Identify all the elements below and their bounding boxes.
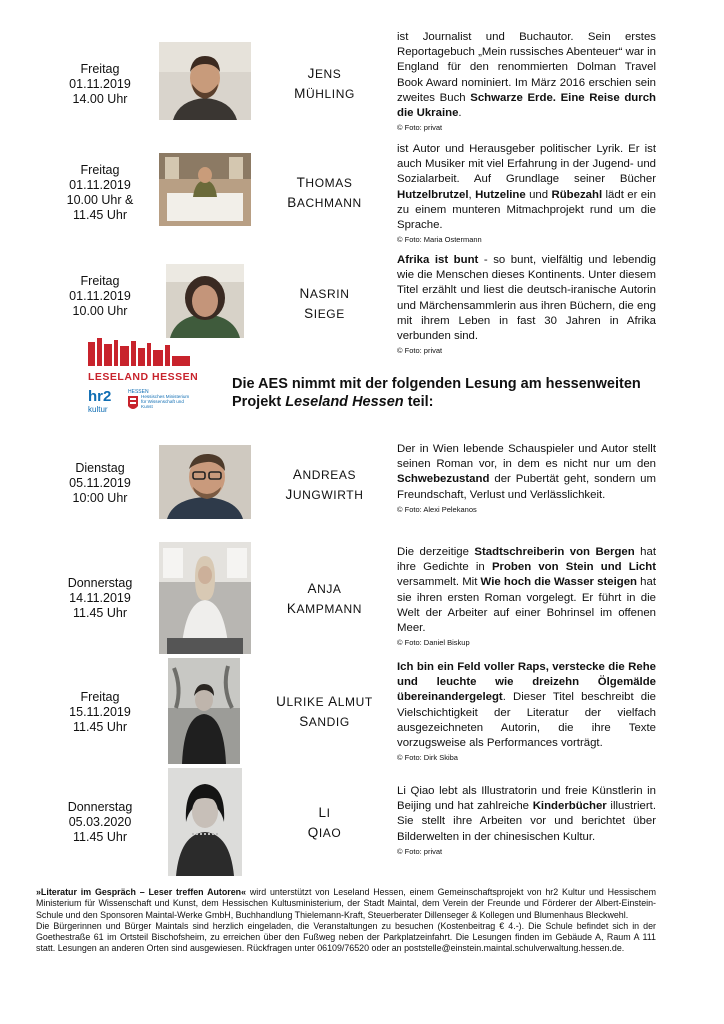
desc-text: Li Qiao lebt als Illustratorin und freie Künstlerin in Beijing und hat zahlreiche (397, 785, 656, 813)
desc-text: . Dieser Titel beschreibt die Vielschichtigkeit der Literatur der vielfach ausgezeichneten Autorin, die ihre Texte vorzugsweise als Performances vorträgt. (397, 691, 656, 750)
book-title: Hutzeline (475, 188, 526, 201)
hessen-label: HESSEN (128, 389, 149, 395)
author-photo-siege (166, 264, 244, 338)
announcement-prefix: Projekt (232, 394, 286, 410)
event-time: 10:00 Uhr (72, 491, 128, 505)
author-name-5 (262, 692, 387, 732)
event-date: 15.11.2019 (69, 705, 131, 719)
event-day: Donnerstag (67, 800, 133, 814)
author-first-name: ANJA (307, 581, 342, 596)
book-title: Proben von Stein und Licht (491, 561, 656, 574)
event-time: 11.45 Uhr (73, 830, 127, 844)
project-name: Leseland Hessen (285, 394, 404, 410)
book-title: Kinderbücher (532, 800, 607, 813)
author-name-2 (262, 284, 387, 324)
photo-credit: © Foto: privat (397, 846, 443, 856)
desc-text: . (458, 107, 462, 120)
event-day: Freitag (80, 690, 120, 704)
event-date: 05.11.2019 (69, 476, 131, 490)
photo-credit: © Foto: privat (397, 123, 443, 133)
author-name-6 (262, 803, 387, 843)
photo-credit: © Foto: Dirk Skiba (397, 753, 458, 763)
event-time: 14.00 Uhr (72, 92, 128, 106)
author-first-name: JENS (307, 66, 342, 81)
event-date: 05.03.2020 (68, 815, 132, 829)
author-first-name: NASRIN (299, 286, 350, 301)
event-description-0 (397, 30, 656, 133)
event-date-3 (40, 461, 160, 506)
author-photo-jungwirth (159, 445, 251, 519)
desc-text: ist Journalist und Buchautor. Sein erstes Reportagebuch „Mein russisches Abenteuer“ war in England für den renommierten Dolman Travel Book Award nominiert. Im März 2016 erschien sein zweites Buch (397, 31, 656, 104)
event-date: 01.11.2019 (69, 289, 131, 303)
sponsor-text: wird unterstützt von Leseland Hessen, einem Gemeinschaftsprojekt von hr2 Kultur und Hessischem Ministerium für Wissenschaft und Kunst, dem Hessischen Kultusministerium, der Stadt Maintal, dem Verein der Freunde und Förderer der Albert-Einstein-Schule und den Sponsoren Maintal-Werke GmbH, Buchhandlung Thielemann-Kraft, Steuerberater Dillenseger & Kollegen und Blumenhaus Bleckwehl. (36, 887, 656, 920)
book-title: Wie hoch die Wasser steigen (480, 576, 638, 589)
visitor-info: Die Bürgerinnen und Bürger Maintals sind herzlich eingeladen, die Veranstaltungen zu besuchen (Kostenbeitrag € 4.-). Die Schule befindet sich in der Goethestraße 61 im Ortsteil Bischofsheim, zu erreichen über den Fußweg neben der Parkplatzeinfahrt. Die Lesungen finden im Gebäude A, Raum A 111 statt. Lesungen an anderen Orten sind ausgewiesen. Rückfragen unter 06109/76520 oder an poststelle@einstein.maintal.schulverwaltung.hessen.de. (36, 920, 656, 954)
event-description-2 (397, 253, 656, 356)
photo-credit: © Foto: Maria Ostermann (397, 235, 482, 245)
desc-text: Der in Wien lebende Schauspieler und Autor stellt seinen Roman vor, in dem es nicht nur um den (397, 443, 656, 471)
hr2-logo: hr2 (88, 388, 112, 405)
author-last-name: JUNGWIRTH (285, 487, 364, 502)
photo-credit: © Foto: privat (397, 346, 443, 356)
desc-text: hat sie ihren ersten Roman vorgelegt. Er führt in die Welt der Arbeiter auf einer Bohrinsel im offenen Meer. (397, 576, 657, 635)
event-description-1 (397, 142, 656, 245)
series-title: »Literatur im Gespräch – Leser treffen Autoren« (36, 887, 247, 897)
event-time: 11.45 Uhr (73, 606, 127, 620)
event-date: 14.11.2019 (69, 591, 131, 605)
photo-credit: © Foto: Daniel Biskup (397, 638, 470, 648)
book-title: Stadtschreiberin von Bergen (474, 546, 635, 558)
desc-text: - so bunt, vielfältig und lebendig wie die Menschen dieses Kontinents. Unter diesem Titel erzählt und liest die deutsch-iranische Autorin und Märchensammlerin aus ihren Büchern, die eng mit ihrem Leben in fast 30 Jahren in Afrika verbunden sind. (397, 254, 657, 343)
event-day: Dienstag (75, 461, 125, 475)
event-date: 01.11.2019 (69, 77, 131, 91)
author-last-name: MÜHLING (294, 86, 355, 101)
author-name-1 (262, 173, 387, 213)
author-name-4 (262, 579, 387, 619)
event-day: Freitag (80, 274, 120, 288)
desc-text: illustriert. Sie stellt ihre Arbeiten vor und berichtet über Bilderwelten in der chinesischen Kultur. (397, 800, 656, 843)
author-photo-kampmann (159, 542, 251, 654)
event-description-5 (397, 660, 656, 763)
event-time: 10.00 Uhr (72, 304, 128, 318)
author-photo-bachmann (159, 153, 251, 226)
event-date: 01.11.2019 (69, 178, 131, 192)
author-last-name: SIEGE (304, 306, 345, 321)
desc-text: und (525, 188, 552, 201)
sponsor-paragraph (36, 887, 656, 921)
author-photo-sandig (168, 658, 240, 764)
author-first-name: ULRIKE ALMUT (276, 694, 373, 709)
event-day: Freitag (80, 62, 120, 76)
hr2-kultur: kultur (88, 405, 108, 414)
book-title: Schwebezustand (397, 473, 490, 486)
book-title: Hutzelbrutzel (397, 188, 469, 201)
book-title: Rübezahl (551, 188, 603, 201)
photo-credit: © Foto: Alexi Pelekanos (397, 504, 477, 514)
logo-title: LESELAND HESSEN (88, 371, 199, 383)
author-last-name: QIAO (307, 825, 342, 840)
project-announcement (232, 375, 662, 411)
event-day: Freitag (80, 163, 120, 177)
book-title: Afrika ist bunt (397, 254, 479, 266)
event-date-5 (40, 690, 160, 735)
leseland-hessen-logo (88, 338, 208, 428)
event-date-6 (40, 800, 160, 845)
announcement-suffix: teil: (403, 394, 434, 410)
desc-text: ist Autor und Herausgeber politischer Lyrik. Er ist auch Musiker mit viel Erfahrung in der Jugend- und Sozialarbeit. Auf Grundlage seiner Bücher (397, 143, 656, 186)
author-name-0 (262, 64, 387, 104)
event-description-6 (397, 784, 656, 857)
author-photo-muehling (159, 42, 251, 120)
event-time-2: 11.45 Uhr (73, 208, 127, 222)
hessen-crest-icon (128, 396, 138, 409)
event-date-1 (40, 163, 160, 223)
author-last-name: BACHMANN (287, 195, 362, 210)
event-date-0 (40, 62, 160, 107)
author-first-name: LI (318, 805, 331, 820)
desc-text: Die derzeitige (397, 546, 475, 558)
event-time: 11.45 Uhr (73, 720, 127, 734)
desc-text: lädt er ein zu einem munteren Mitmachprojekt rund um die Sprache. (397, 188, 656, 232)
desc-text: der Pubertät geht, sondern um Freundschaft, Verlust und Verlässlichkeit. (397, 473, 656, 501)
desc-text: , (468, 188, 476, 201)
book-title: Ich bin ein Feld voller Raps, verstecke die Rehe und leuchte wie dreizehn Ölgemälde übereinandergelegt (397, 661, 656, 704)
event-description-4 (397, 545, 656, 648)
event-date-2 (40, 274, 160, 319)
author-last-name: SANDIG (299, 714, 350, 729)
author-first-name: THOMAS (296, 175, 353, 190)
book-title: Schwarze Erde. Eine Reise durch die Ukraine (397, 91, 656, 120)
announcement-line1: Die AES nimmt mit der folgenden Lesung am hessenweiten (232, 376, 641, 392)
event-description-3 (397, 442, 656, 515)
desc-text: hat ihre Gedichte in (397, 546, 656, 574)
desc-text: versammelt. Mit (397, 576, 481, 589)
footer-notes (36, 887, 656, 955)
event-time: 10.00 Uhr & (66, 193, 134, 207)
author-first-name: ANDREAS (292, 467, 357, 482)
event-day: Donnerstag (67, 576, 133, 590)
event-date-4 (40, 576, 160, 621)
ministry-label: Hessisches Ministerium für Wissenschaft und Kunst (141, 394, 190, 409)
author-name-3 (262, 465, 387, 505)
author-last-name: KAMPMANN (286, 601, 363, 616)
author-photo-qiao (168, 768, 242, 876)
